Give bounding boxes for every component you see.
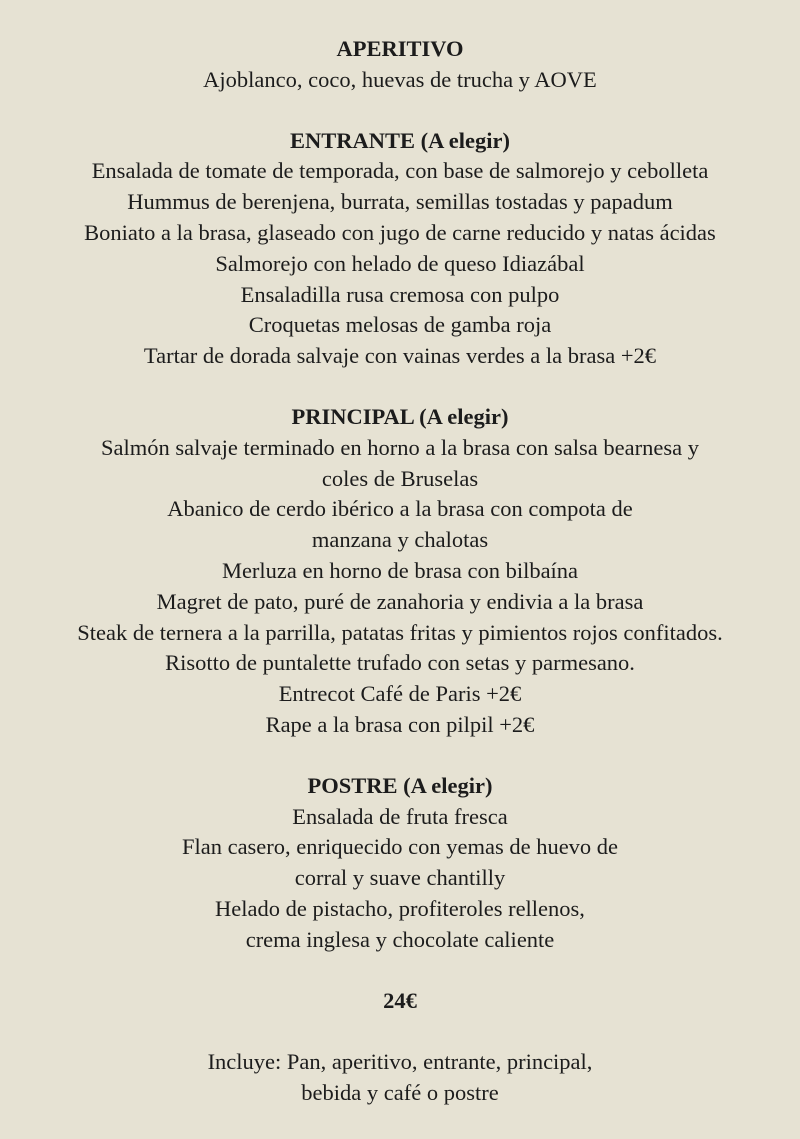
menu-item: Risotto de puntalette trufado con setas y parmesano.	[165, 650, 635, 676]
menu-item: Salmorejo con helado de queso Idiazábal	[215, 250, 585, 276]
section-heading-entrante: ENTRANTE (A elegir)	[290, 127, 510, 153]
menu-item: Boniato a la brasa, glaseado con jugo de carne reducido y natas ácidas	[84, 219, 716, 245]
section-heading-principal: PRINCIPAL (A elegir)	[291, 403, 509, 429]
menu-item: Ajoblanco, coco, huevas de trucha y AOVE	[203, 66, 597, 92]
section-heading-postre: POSTRE (A elegir)	[307, 772, 493, 798]
section-principal	[0, 402, 800, 741]
menu-item: Flan casero, enriquecido con yemas de huevo de	[181, 834, 619, 860]
menu-item: Ensaladilla rusa cremosa con pulpo	[240, 281, 560, 307]
section-entrante	[0, 126, 800, 372]
menu-document	[0, 34, 800, 1139]
menu-item: Ensalada de fruta fresca	[292, 803, 508, 829]
section-heading-aperitivo: APERITIVO	[336, 36, 464, 61]
menu-item: Rape a la brasa con pilpil +2€	[265, 711, 535, 737]
menu-item: Abanico de cerdo ibérico a la brasa con compota de	[167, 496, 633, 522]
menu-item: Salmón salvaje terminado en horno a la brasa con salsa bearnesa y	[101, 434, 699, 460]
menu-item: Magret de pato, puré de zanahoria y endivia a la brasa	[156, 588, 644, 614]
menu-price: 24€	[383, 987, 417, 1013]
section-includes	[0, 1047, 800, 1109]
menu-item: Merluza en horno de brasa con bilbaína	[221, 557, 579, 583]
menu-item: coles de Bruselas	[321, 465, 479, 491]
includes-text: Incluye: Pan, aperitivo, entrante, principal,	[207, 1049, 593, 1075]
section-aperitivo	[0, 34, 800, 96]
menu-item: Entrecot Café de Paris +2€	[278, 681, 522, 707]
menu-item: Helado de pistacho, profiteroles rellenos,	[215, 895, 585, 921]
menu-item: Hummus de berenjena, burrata, semillas tostadas y papadum	[127, 189, 673, 215]
menu-item: Ensalada de tomate de temporada, con base de salmorejo y cebolleta	[91, 158, 709, 184]
menu-item: Steak de ternera a la parrilla, patatas fritas y pimientos rojos confitados.	[77, 619, 723, 645]
section-postre	[0, 771, 800, 956]
menu-item: crema inglesa y chocolate caliente	[245, 926, 555, 952]
includes-text: bebida y café o postre	[301, 1080, 499, 1106]
menu-item: Tartar de dorada salvaje con vainas verdes a la brasa +2€	[143, 343, 657, 369]
menu-item: corral y suave chantilly	[294, 865, 506, 891]
menu-item: Croquetas melosas de gamba roja	[248, 312, 552, 338]
menu-item: manzana y chalotas	[311, 527, 489, 553]
